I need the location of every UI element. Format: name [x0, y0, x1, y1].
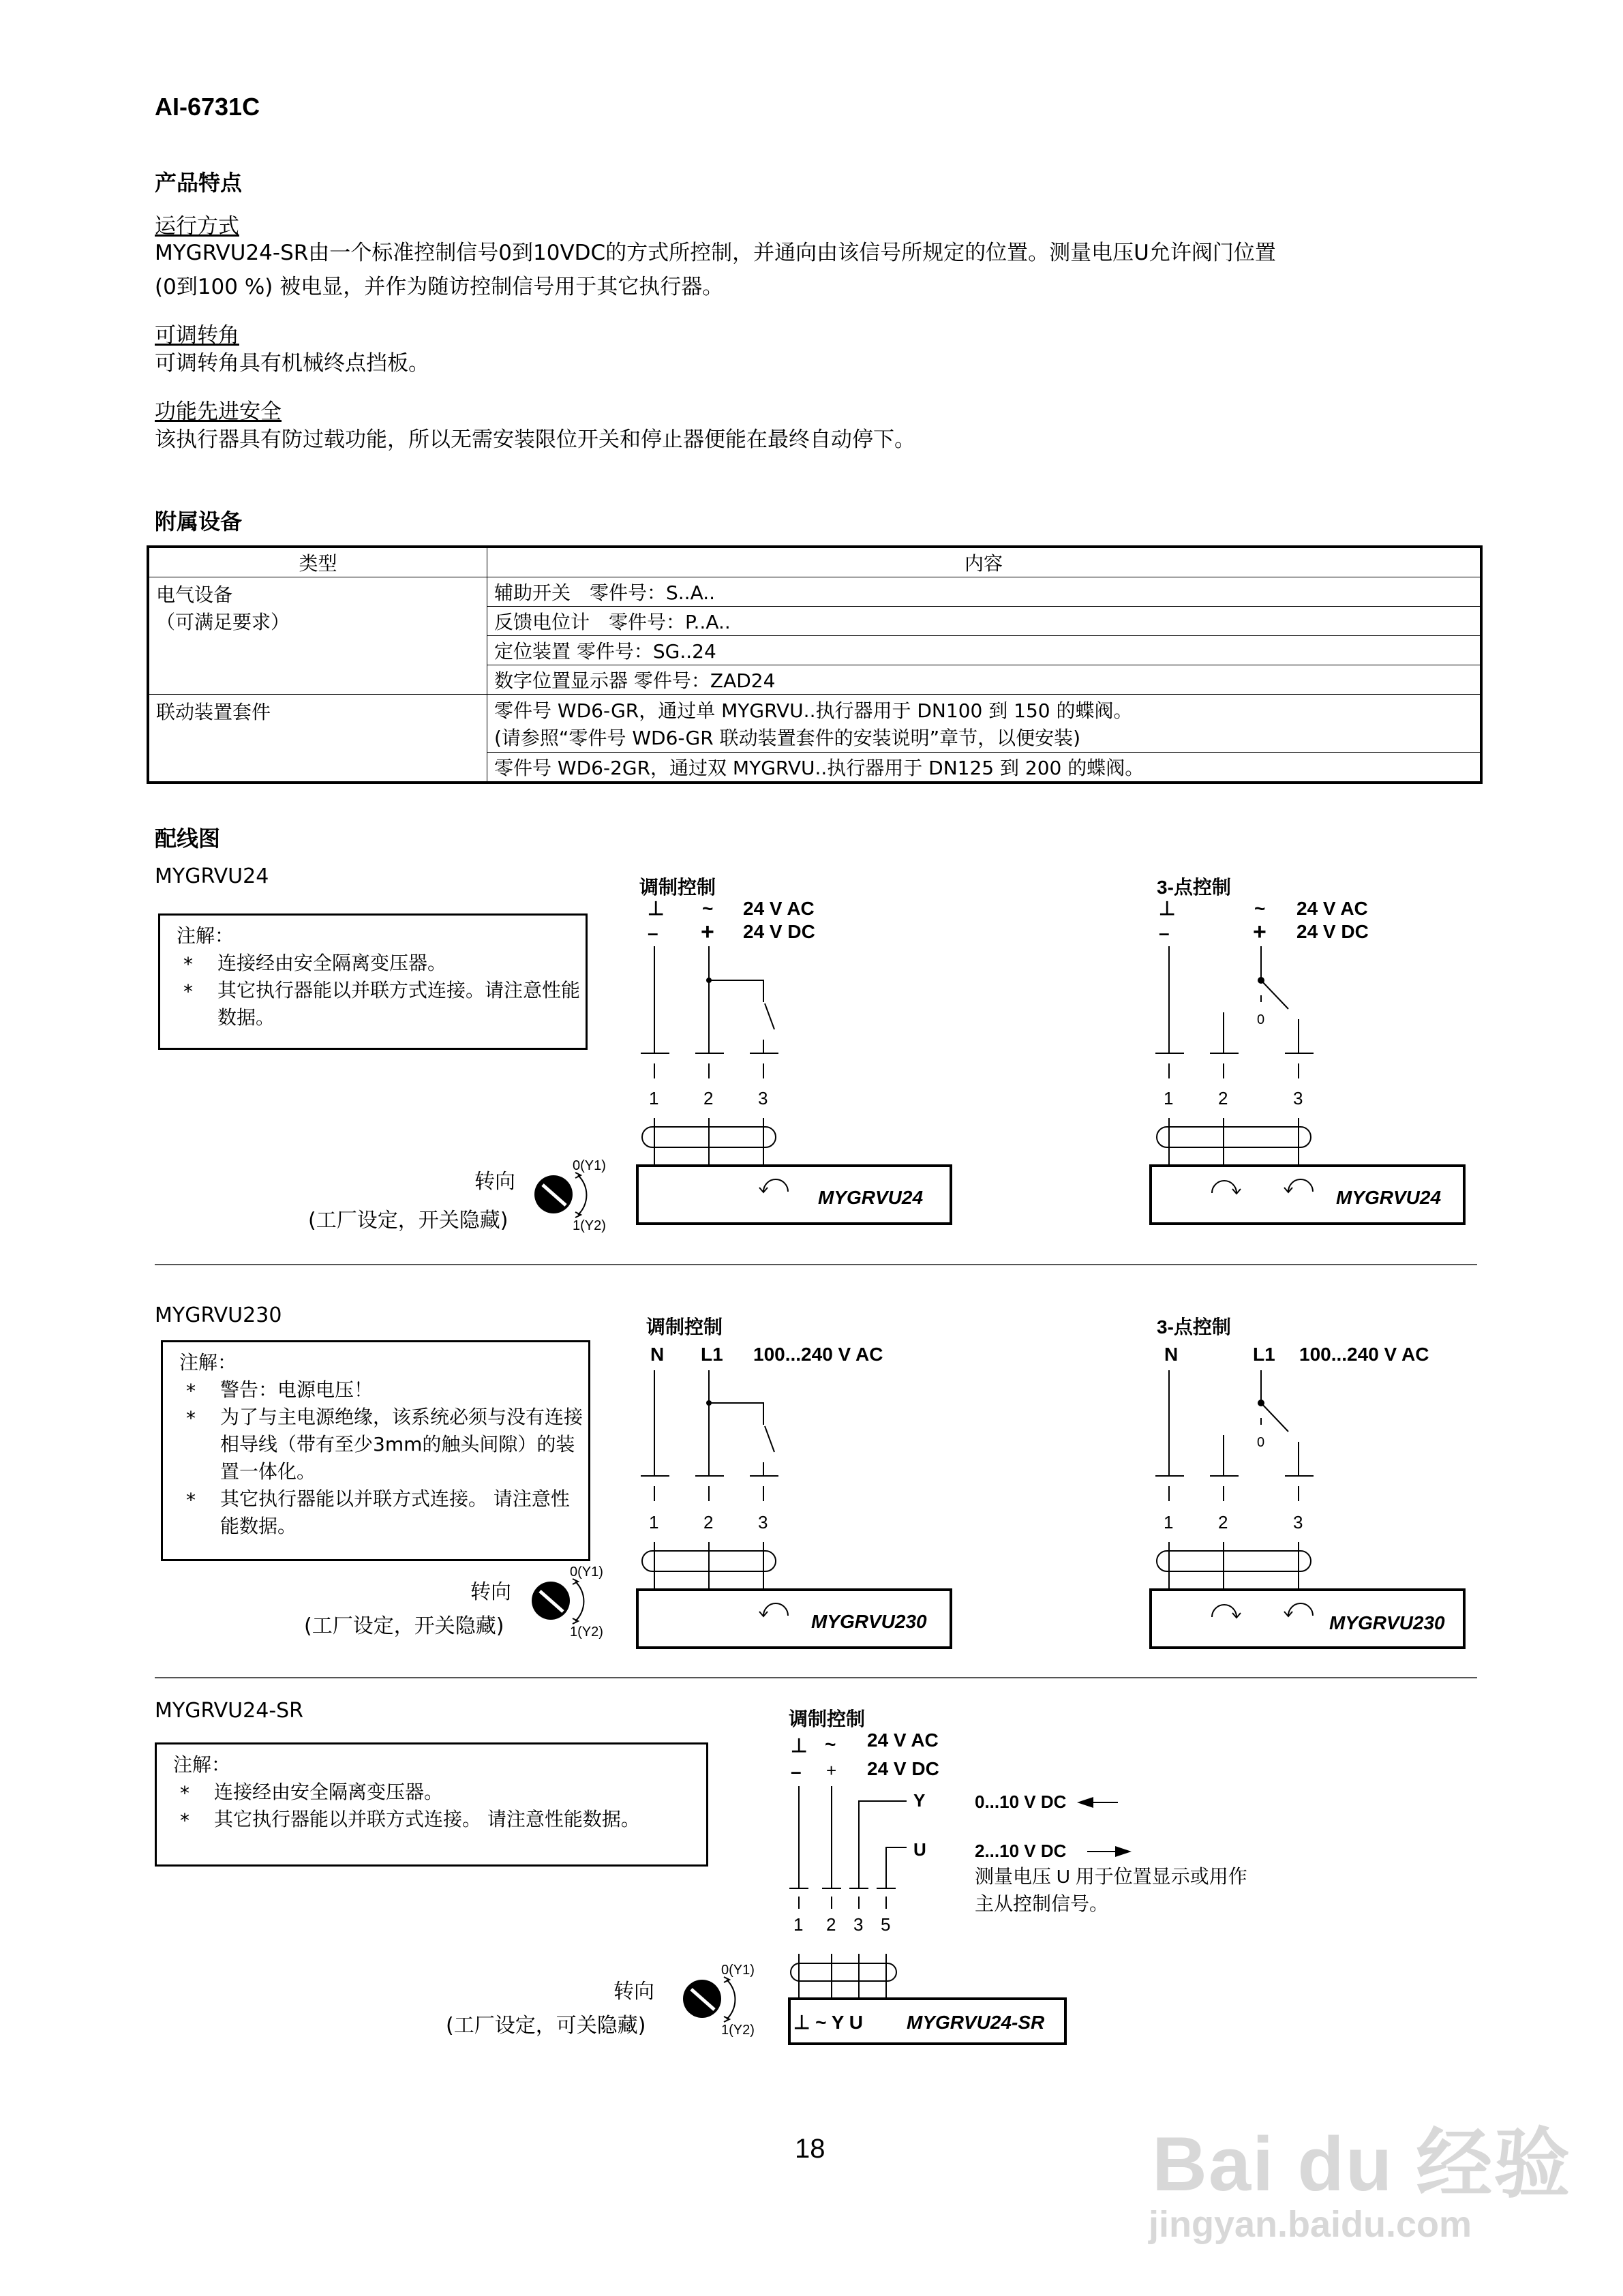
- supply-label: 100...240 V AC: [753, 1344, 883, 1365]
- plus-symbol: +: [701, 919, 714, 945]
- u-description: 测量电压 U 用于位置显示或用作: [975, 1866, 1247, 1887]
- supply-label: 100...240 V AC: [1299, 1344, 1429, 1365]
- watermark-url: jingyan.baidu.com: [1149, 2204, 1472, 2245]
- terminal-2: 2: [703, 1088, 714, 1108]
- diagram-title-3point: 3-点控制: [1157, 1316, 1231, 1338]
- minus-symbol: –: [648, 922, 658, 943]
- type-label: 电气设备: [156, 584, 233, 606]
- content-cell: 零件号 WD6-2GR，通过双 MYGRVU..执行器用于 DN125 到 200 的蝶阀。: [487, 753, 1482, 783]
- diagram-title-3point: 3-点控制: [1157, 877, 1231, 898]
- note-box: [161, 1340, 590, 1561]
- wiring-diagram-sr: [777, 1732, 1336, 2059]
- direction-label: 转向: [470, 1580, 511, 1604]
- model-label-mygrvu24: MYGRVU24: [155, 864, 269, 888]
- angle-heading: 可调转角: [155, 323, 239, 348]
- wiring-diagram-modulating: [613, 900, 968, 1227]
- type-cell-linkage: 联动装置套件: [148, 695, 487, 783]
- terminal-1: 1: [649, 1088, 659, 1108]
- note-title: 注解：: [179, 1351, 237, 1374]
- terminal-2: 2: [1218, 1088, 1228, 1108]
- operation-text-2: (0到100 %) 被电显，并作为随访控制信号用于其它执行器。: [155, 275, 724, 299]
- operation-text-1: MYGRVU24-SR由一个标准控制信号0到10VDC的方式所控制，并通向由该信号所规定的位置。测量电压U允许阀门位置: [155, 241, 1276, 265]
- diagram-title-modulating: 调制控制: [639, 877, 716, 898]
- content-cell: 反馈电位计 零件号：P..A..: [487, 607, 1482, 636]
- note-item: * 其它执行器能以并联方式连接。 请注意性能数据。: [173, 1806, 706, 1833]
- dial-label-1: 1(Y2): [570, 1625, 603, 1640]
- minus-symbol: –: [1159, 922, 1170, 943]
- note-item: * 其它执行器能以并联方式连接。 请注意性能数据。: [179, 1485, 588, 1540]
- u-signal: 2...10 V DC: [975, 1841, 1067, 1861]
- col-type-header: 类型: [148, 547, 487, 577]
- table-header-row: [148, 547, 1481, 577]
- direction-label: 转向: [613, 1980, 654, 2004]
- safety-text: 该执行器具有防过载功能，所以无需安装限位开关和停止器便能在最终自动停下。: [155, 427, 915, 452]
- device-label: MYGRVU230: [811, 1611, 927, 1632]
- tilde-symbol: ~: [825, 1734, 836, 1755]
- gnd-symbol: ⊥: [1159, 900, 1176, 919]
- switch-pos-0: 0: [1257, 1435, 1265, 1450]
- direction-label: 转向: [474, 1170, 515, 1194]
- type-cell-electrical: [148, 577, 487, 695]
- terminal-2: 2: [826, 1914, 836, 1935]
- page-number: 18: [795, 2134, 825, 2164]
- watermark-logo: Bai du 经验: [1152, 2121, 1572, 2207]
- dial-label-1: 1(Y2): [573, 1218, 606, 1233]
- note-title: 注解：: [173, 1753, 231, 1776]
- direction-sublabel: (工厂设定，可关隐藏): [446, 2014, 646, 2038]
- terminal-2: 2: [1218, 1512, 1228, 1532]
- terminal-1: 1: [793, 1914, 804, 1935]
- dial-label-0: 0(Y1): [570, 1565, 603, 1580]
- wiring-diagram-3point: [1125, 1343, 1479, 1657]
- table-row: [148, 695, 1481, 753]
- terminal-3: 3: [1293, 1512, 1303, 1532]
- safety-heading: 功能先进安全: [155, 399, 282, 424]
- angle-text: 可调转角具有机械终点挡板。: [155, 351, 429, 376]
- model-label-mygrvu230: MYGRVU230: [155, 1303, 282, 1327]
- supply-ac: 24 V AC: [1296, 900, 1368, 919]
- content-cell: 辅助开关 零件号：S..A..: [487, 577, 1482, 607]
- direction-sublabel: (工厂设定，开关隐藏): [308, 1209, 509, 1233]
- gnd-symbol: ⊥: [791, 1735, 808, 1756]
- terminal-3: 3: [1293, 1088, 1303, 1108]
- terminal-1: 1: [1164, 1088, 1174, 1108]
- note-item: * 其它执行器能以并联方式连接。请注意性能数据。: [177, 977, 586, 1031]
- plus-symbol: +: [1253, 919, 1266, 945]
- device-label: MYGRVU24: [818, 1187, 924, 1208]
- line-label: L1: [1253, 1344, 1275, 1365]
- neutral-label: N: [1164, 1344, 1179, 1365]
- content-line: (请参照“零件号 WD6-GR 联动装置套件的安装说明”章节，以便安装): [494, 727, 1081, 749]
- line-label: L1: [701, 1344, 723, 1365]
- terminal-3: 3: [758, 1512, 768, 1532]
- content-cell: 定位装置 零件号：SG..24: [487, 636, 1482, 665]
- operation-heading: 运行方式: [155, 214, 239, 239]
- wiring-diagram-modulating: [613, 1343, 968, 1657]
- y-signal: 0...10 V DC: [975, 1792, 1067, 1812]
- dial-label-1: 1(Y2): [721, 2023, 755, 2038]
- device-label: MYGRVU24-SR: [907, 2012, 1045, 2033]
- note-title: 注解：: [177, 924, 234, 947]
- terminal-1: 1: [649, 1512, 659, 1532]
- content-cell: [487, 695, 1482, 753]
- supply-dc: 24 V DC: [867, 1758, 939, 1779]
- y-label: Y: [913, 1790, 926, 1811]
- section-divider: [155, 1677, 1477, 1678]
- note-item: * 连接经由安全隔离变压器。: [177, 950, 586, 977]
- accessories-table: [147, 545, 1483, 784]
- device-label: MYGRVU230: [1329, 1612, 1445, 1633]
- diagram-title-modulating: 调制控制: [789, 1708, 866, 1729]
- plus-symbol: +: [826, 1760, 837, 1781]
- dial-label-0: 0(Y1): [573, 1159, 606, 1173]
- note-item: * 警告：电源电压！: [179, 1376, 588, 1404]
- features-heading: 产品特点: [155, 170, 243, 196]
- note-item: * 连接经由安全隔离变压器。: [173, 1779, 706, 1806]
- wiring-diagram-3point: [1125, 900, 1479, 1227]
- rotation-dial-icon: [529, 1565, 618, 1640]
- content-cell: 数字位置显示器 零件号：ZAD24: [487, 665, 1482, 695]
- terminal-2: 2: [703, 1512, 714, 1532]
- device-label: MYGRVU24: [1336, 1187, 1442, 1208]
- model-label-mygrvu24sr: MYGRVU24-SR: [155, 1699, 304, 1723]
- terminal-1: 1: [1164, 1512, 1174, 1532]
- rotation-dial-icon: [532, 1159, 620, 1234]
- note-box: [155, 1742, 708, 1867]
- u-description: 主从控制信号。: [975, 1893, 1109, 1914]
- wiring-heading: 配线图: [155, 826, 221, 851]
- u-label: U: [913, 1839, 926, 1860]
- rotation-dial-icon: [680, 1963, 769, 2038]
- supply-dc: 24 V DC: [743, 921, 815, 942]
- supply-dc: 24 V DC: [1296, 921, 1369, 942]
- note-item: * 为了与主电源绝缘，该系统必须与没有连接相导线（带有至少3mm的触头间隙）的装置一体化。: [179, 1404, 588, 1485]
- neutral-label: N: [650, 1344, 665, 1365]
- type-sublabel: （可满足要求）: [156, 611, 290, 633]
- supply-ac: 24 V AC: [743, 900, 815, 919]
- supply-ac: 24 V AC: [867, 1732, 939, 1751]
- col-content-header: 内容: [487, 547, 1482, 577]
- terminal-3: 3: [758, 1088, 768, 1108]
- model-title: AI-6731C: [155, 93, 260, 121]
- tilde-symbol: ~: [702, 900, 714, 919]
- table-row: [148, 577, 1481, 607]
- terminal-3: 3: [853, 1914, 864, 1935]
- gnd-symbol: ⊥: [648, 900, 665, 919]
- section-divider: [155, 1264, 1477, 1265]
- terminal-5: 5: [881, 1914, 891, 1935]
- switch-pos-0: 0: [1257, 1012, 1265, 1027]
- content-line: 零件号 WD6-GR，通过单 MYGRVU..执行器用于 DN100 到 150 的蝶阀。: [494, 699, 1133, 722]
- direction-sublabel: (工厂设定，开关隐藏): [304, 1614, 504, 1638]
- tilde-symbol: ~: [1254, 900, 1266, 919]
- device-terminal-symbols: ⊥ ~ Y U: [793, 2012, 863, 2033]
- dial-label-0: 0(Y1): [721, 1963, 755, 1978]
- diagram-title-modulating: 调制控制: [646, 1316, 723, 1338]
- minus-symbol: –: [791, 1761, 802, 1782]
- note-box: [158, 913, 588, 1050]
- accessories-heading: 附属设备: [155, 509, 243, 534]
